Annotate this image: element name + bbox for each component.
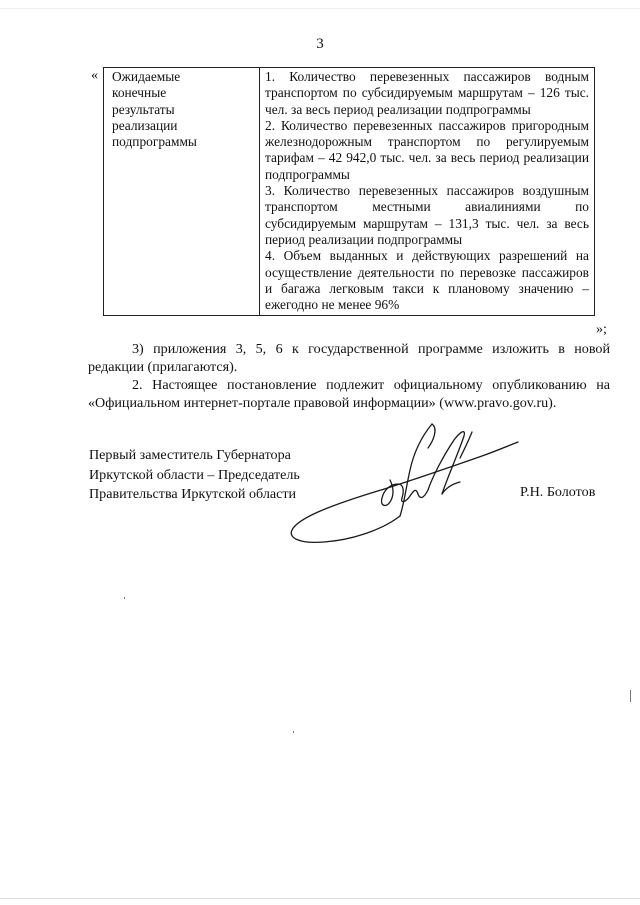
label-line: результаты	[112, 101, 175, 117]
scan-speck	[293, 731, 294, 733]
label-line: Ожидаемые	[112, 69, 181, 84]
closing-quote: »;	[596, 322, 607, 337]
signatory-title	[89, 446, 300, 505]
table-row	[104, 68, 595, 316]
paragraph-appendices: 3) приложения 3, 5, 6 к государственной программе изложить в новой редакции (прилагаются).	[88, 341, 610, 375]
result-item-4: 4. Объем выданных и действующих разрешений на осуществление деятельности по перевозке пассажиров и багажа легковым такси к плановому значению – ежегодно не менее 96%	[265, 248, 589, 313]
signatory-title-line: Первый заместитель Губернатора	[89, 447, 291, 463]
label-cell	[104, 68, 260, 316]
page-number: 3	[316, 36, 324, 52]
label-line: конечные	[112, 85, 167, 101]
label-line: подпрограммы	[112, 134, 197, 150]
scan-speck	[630, 690, 631, 702]
signatory-name: Р.Н. Болотов	[520, 484, 596, 500]
scan-speck	[124, 597, 125, 599]
results-table	[103, 67, 595, 316]
content-cell	[260, 68, 595, 316]
scan-edge-top	[0, 8, 640, 9]
result-item-2: 2. Количество перевезенных пассажиров пригородным железнодорожным транспортом по регулируемым тарифам – 42 942,0 тыс. чел. за весь период реализации подпрограммы	[265, 117, 589, 182]
label-line: реализации	[112, 117, 178, 133]
handwritten-signature	[282, 418, 522, 558]
result-item-3: 3. Количество перевезенных пассажиров воздушным транспортом местными авиалиниями по субсидируемым маршрутам – 131,3 тыс. чел. за весь период реализации подпрограммы	[265, 183, 589, 247]
signatory-title-line: Иркутской области – Председатель	[89, 466, 300, 483]
scan-edge-bottom	[0, 898, 640, 899]
opening-quote: «	[91, 68, 98, 83]
signatory-title-line: Правительства Иркутской области	[89, 486, 297, 502]
paragraph-publication: 2. Настоящее постановление подлежит официальному опубликованию на «Официальном интернет-портале правовой информации» (www.pravo.gov.ru).	[88, 377, 610, 411]
result-item-1: 1. Количество перевезенных пассажиров водным транспортом по субсидируемым маршрутам – 126 тыс. чел. за весь период реализации подпрограммы	[265, 69, 589, 117]
